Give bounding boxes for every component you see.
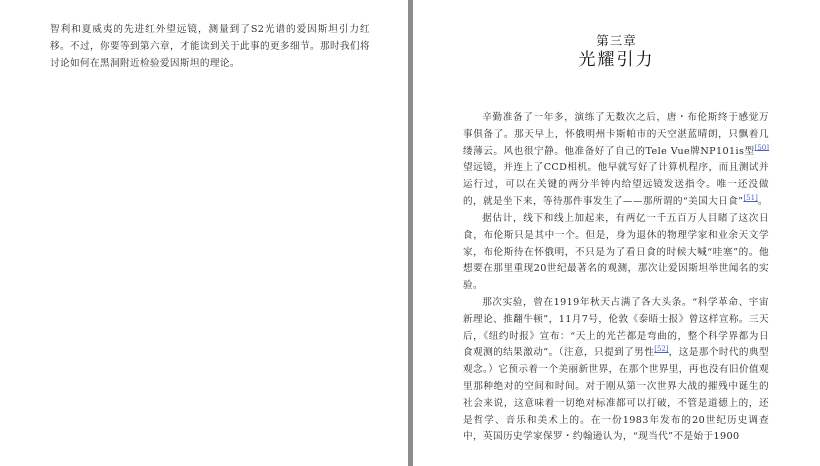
paragraph-1-text-a: 辛勤准备了一年多，演练了无数次之后，唐・布伦斯终于感觉万事俱备了。那天早上，怀俄明州卡斯帕市的天空湛蓝晴朗，只飘着几缕薄云。风也很宁静。他准备好了自己的Tele Vue牌NP101is型 [463, 112, 769, 157]
footnote-link-50[interactable]: [50] [754, 143, 769, 152]
paragraph-1 [463, 110, 769, 211]
chapter-number: 第三章 [596, 33, 637, 48]
right-page [413, 0, 820, 466]
paragraph-3 [463, 295, 769, 446]
footnote-link-51[interactable]: [51] [743, 193, 758, 202]
paragraph-1-text-b: 望远镜，并连上了CCD相机。他早就写好了计算机程序，而且测试并运行过，可以在关键的两分半钟内给望远镜发送指令。唯一还没做的，就是坐下来，等待那件事发生了——那所谓的“美国大日食” [463, 162, 769, 207]
paragraph-3-text-a: 那次实验，曾在1919年秋天占满了各大头条。“科学革命、宇宙新理论、推翻牛顿”，11月7号，伦敦《泰晤士报》曾这样宣称。三天后，《纽约时报》宣布：“天上的光芒都是弯曲的，整个科学界都为日食观测的结果激动”。（注意，只提到了男性 [463, 297, 769, 359]
left-page [0, 0, 408, 466]
chapter-title: 光耀引力 [578, 50, 655, 70]
paragraph-1-text-c: 。 [757, 195, 768, 207]
paragraph-3-text-b: ，这是那个时代的典型观念。）它预示着一个美丽新世界，在那个世界里，再也没有旧价值观里那种绝对的空间和时间。对于刚从第一次世界大战的摧残中诞生的社会来说，这意味着一切绝对标准都可以打破，不管是道德上的，还是哲学、音乐和美术上的。在一份1983年发布的20世纪历史调查中，英国历史学家保罗・约翰逊认为，“现当代”不是始于1900 [463, 347, 769, 443]
footnote-link-52[interactable]: [52] [654, 345, 669, 354]
left-page-paragraph: 智利和夏威夷的先进红外望远镜，测量到了S2光谱的爱因斯坦引力红移。不过，你要等到第六章，才能读到关于此事的更多细节。那时我们将讨论如何在黑洞附近检验爱因斯坦的理论。 [50, 24, 370, 69]
paragraph-2: 据估计，线下和线上加起来，有两亿一千五百万人目睹了这次日食，布伦斯只是其中一个。但是，身为退休的物理学家和业余天文学家，布伦斯待在怀俄明，不只是为了看日食的时候大喊“哇塞”的。他想要在那里重现20世纪最著名的观测，那次让爱因斯坦举世闻名的实验。 [463, 213, 769, 292]
